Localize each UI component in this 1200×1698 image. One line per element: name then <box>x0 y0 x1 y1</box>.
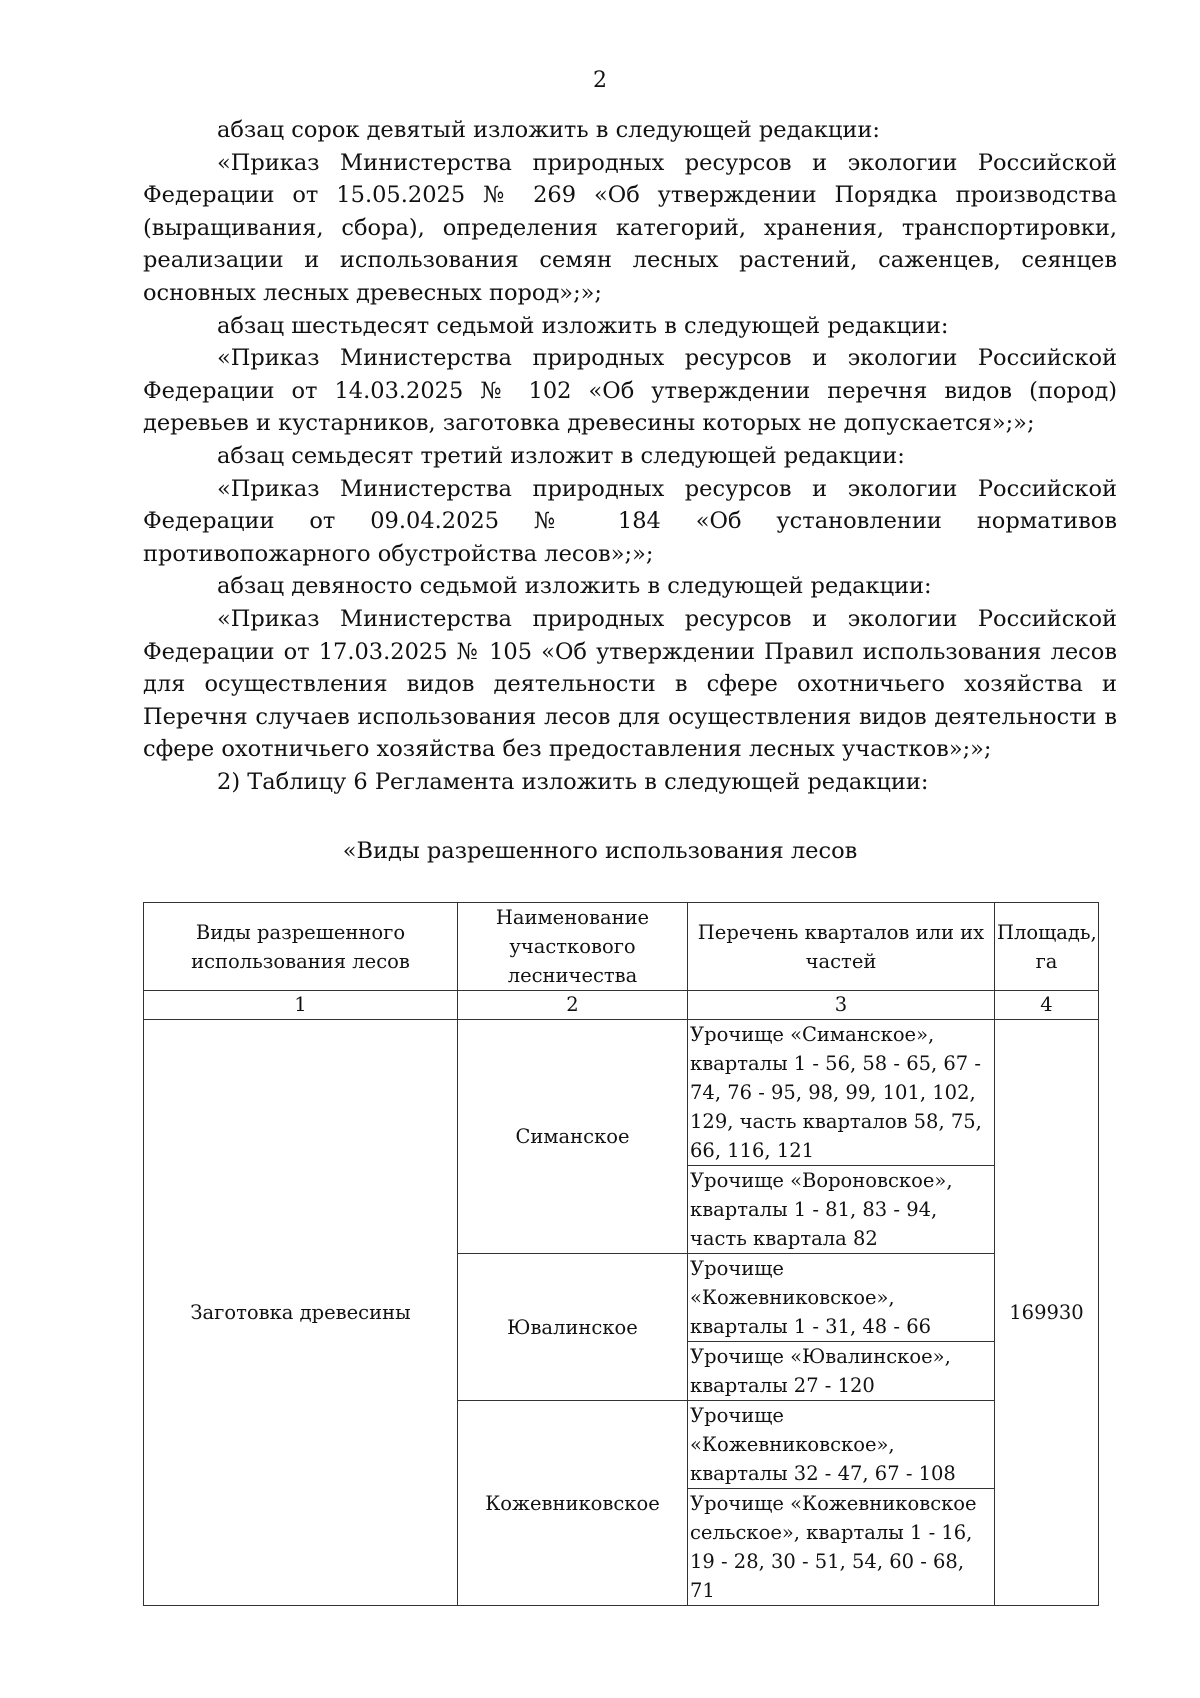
paragraph: абзац семьдесят третий изложит в следующей редакции: <box>217 442 905 469</box>
paragraph: «Приказ Министерства природных ресурсов и экологии Российской Федерации от 09.04.2025 № 184 «Об установлении нормативов противопожарного обустройства лесов»;»; <box>143 475 1117 567</box>
forest-use-table <box>143 902 1099 1606</box>
quarters-cell: Урочище «Симанское», кварталы 1 - 56, 58 - 65, 67 - 74, 76 - 95, 98, 99, 101, 102, 129, часть кварталов 58, 75, 66, 116, 121 <box>688 1020 995 1166</box>
paragraph: абзац девяносто седьмой изложить в следующей редакции: <box>217 573 932 600</box>
paragraph: «Приказ Министерства природных ресурсов и экологии Российской Федерации от 14.03.2025 № 102 «Об утверждении перечня видов (пород) деревьев и кустарников, заготовка древесины которых не допускается»;»; <box>143 345 1117 437</box>
table-title: «Виды разрешенного использования лесов <box>342 838 858 864</box>
paragraph: «Приказ Министерства природных ресурсов и экологии Российской Федерации от 17.03.2025 № 105 «Об утверждении Правил использования лесов для осуществления видов деятельности в сфере охотничьего хозяйства и Перечня случаев использования лесов для осуществления видов деятельности в сфере охотничьего хозяйства без предоставления лесных участков»;»; <box>143 605 1117 763</box>
column-number-row <box>144 991 1099 1020</box>
header-cell: Площадь, га <box>995 903 1099 991</box>
header-cell: Перечень кварталов или их частей <box>688 903 995 991</box>
paragraph: абзац шестьдесят седьмой изложить в следующей редакции: <box>217 312 949 339</box>
document-body <box>143 114 1117 798</box>
table-row <box>144 1020 1099 1166</box>
column-number: 2 <box>458 991 688 1020</box>
forestry-name-cell: Ювалинское <box>458 1254 688 1401</box>
area-cell: 169930 <box>995 1020 1099 1606</box>
forestry-name-cell: Кожевниковское <box>458 1401 688 1606</box>
quarters-cell: Урочище «Кожевниковское», кварталы 1 - 31, 48 - 66 <box>688 1254 995 1342</box>
paragraph: абзац сорок девятый изложить в следующей редакции: <box>217 117 880 143</box>
paragraph: 2) Таблицу 6 Регламента изложить в следующей редакции: <box>217 768 929 795</box>
quarters-cell: Урочище «Кожевниковское сельское», кварталы 1 - 16, 19 - 28, 30 - 51, 54, 60 - 68, 71 <box>688 1489 995 1606</box>
table-header-row <box>144 903 1099 991</box>
column-number: 1 <box>144 991 458 1020</box>
forestry-name-cell: Симанское <box>458 1020 688 1254</box>
paragraph: «Приказ Министерства природных ресурсов и экологии Российской Федерации от 15.05.2025 № 269 «Об утверждении Порядка производства (выращивания, сбора), определения категорий, хранения, транспортировки, реализации и использования семян лесных растений, саженцев, сеянцев основных лесных древесных пород»;»; <box>143 149 1117 306</box>
page-number: 2 <box>593 68 607 93</box>
column-number: 3 <box>688 991 995 1020</box>
quarters-cell: Урочище «Ювалинское», кварталы 27 - 120 <box>688 1342 995 1401</box>
quarters-cell: Урочище «Кожевниковское», кварталы 32 - 47, 67 - 108 <box>688 1401 995 1489</box>
column-number: 4 <box>995 991 1099 1020</box>
header-cell: Виды разрешенного использования лесов <box>144 903 458 991</box>
header-cell: Наименование участкового лесничества <box>458 903 688 991</box>
quarters-cell: Урочище «Вороновское», кварталы 1 - 81, 83 - 94, часть квартала 82 <box>688 1166 995 1254</box>
use-type-cell: Заготовка древесины <box>144 1020 458 1606</box>
